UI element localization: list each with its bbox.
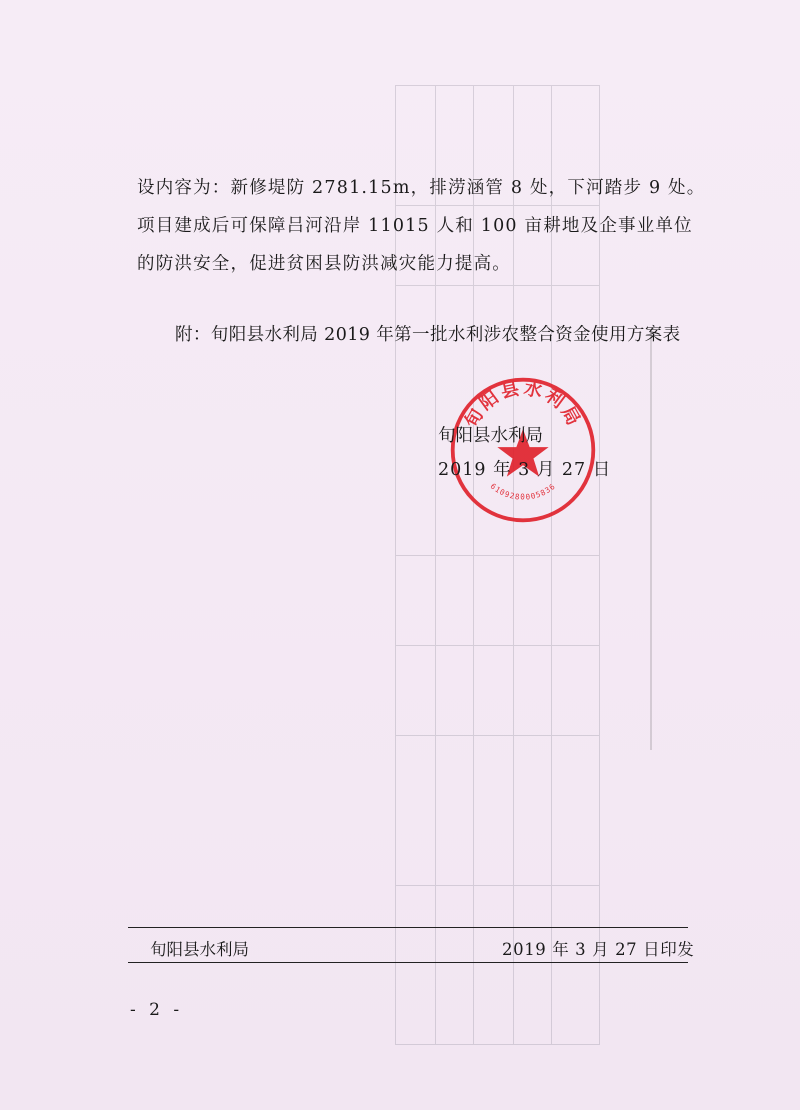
attachment-note: 附：旬阳县水利局 2019 年第一批水利涉农整合资金使用方案表 xyxy=(175,325,681,345)
footer-issue-date: 2019 年 3 月 27 日印发 xyxy=(502,940,695,959)
signature-date: 2019 年 3 月 27 日 xyxy=(438,460,612,480)
bleed-through-title xyxy=(650,330,676,750)
footer-org: 旬阳县水利局 xyxy=(150,940,249,959)
body-line-1: 设内容为：新修堤防 2781.15m，排涝涵管 8 处，下河踏步 9 处。 xyxy=(137,178,706,198)
body-line-2: 项目建成后可保障吕河沿岸 11015 人和 100 亩耕地及企事业单位 xyxy=(137,216,693,236)
body-line-3: 的防洪安全，促进贫困县防洪减灾能力提高。 xyxy=(137,254,511,274)
seal-text: 旬阳县水利局 xyxy=(460,377,586,432)
page-number: - 2 - xyxy=(130,1000,184,1020)
official-seal xyxy=(447,374,599,526)
footer-bottom-rule xyxy=(128,962,688,963)
signature-org: 旬阳县水利局 xyxy=(438,426,543,446)
seal-code: 6109280005836 xyxy=(488,481,558,502)
footer-top-rule xyxy=(128,927,688,928)
